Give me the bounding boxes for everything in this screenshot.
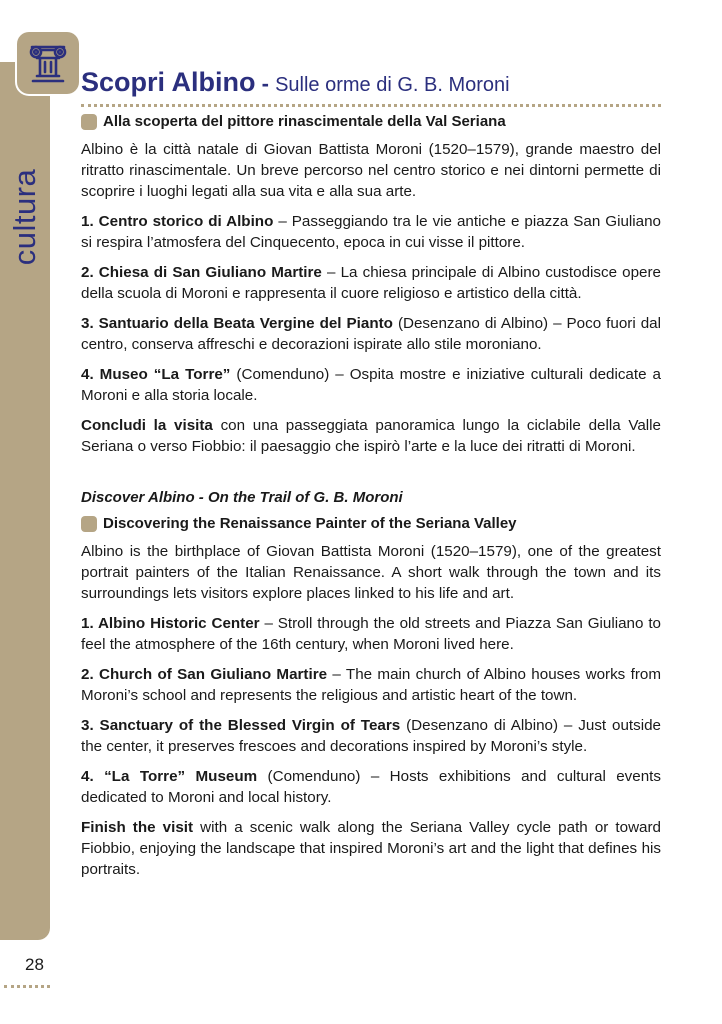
item-title: 4. “La Torre” Museum (81, 768, 258, 785)
item-text: – Passeggiando tra le vie antiche e piazza San Giuliano si respira l’atmosfera del Cinquecento, epoca in cui visse il pittore. (81, 213, 661, 251)
list-item (81, 766, 661, 808)
closing-paragraph-en (81, 817, 661, 880)
title-main: Scopri Albino (81, 67, 256, 97)
category-icon-badge (17, 32, 79, 94)
page-number: 28 (25, 955, 44, 974)
list-item (81, 211, 661, 253)
closing-lead: Finish the visit (81, 819, 194, 836)
ionic-column-icon (27, 41, 69, 85)
item-title: 2. Chiesa di San Giuliano Martire (81, 264, 322, 281)
closing-text: con una passeggiata panoramica lungo la ciclabile della Valle Seriana o verso Fiobbio: il paesaggio che ispirò l’arte e la luce dei ritratti di Moroni. (81, 417, 661, 455)
list-item (81, 313, 661, 355)
item-text: – The main church of Albino houses works from Moroni’s school and represents the religious and artistic heart of the town. (81, 666, 661, 704)
category-sidebar (0, 62, 50, 940)
item-text: (Desenzano di Albino) – Poco fuori dal centro, conserva affreschi e decorazioni ispirate allo stile moroniano. (81, 315, 661, 353)
section-heading-text: Alla scoperta del pittore rinascimentale della Val Seriana (103, 113, 506, 130)
item-title: 1. Albino Historic Center (81, 615, 260, 632)
category-label (4, 162, 46, 272)
category-label-text: cultura (7, 168, 42, 266)
section-heading-en (81, 513, 661, 535)
item-text: – Stroll through the old streets and Piazza San Giuliano to feel the atmosphere of the 16th century, when Moroni lived here. (81, 615, 661, 653)
item-title: 2. Church of San Giuliano Martire (81, 666, 328, 683)
list-item (81, 613, 661, 655)
list-item (81, 664, 661, 706)
list-item (81, 262, 661, 304)
section-heading-text: Discovering the Renaissance Painter of the Seriana Valley (103, 515, 517, 532)
intro-paragraph-en: Albino is the birthplace of Giovan Battista Moroni (1520–1579), one of the greatest portrait painters of the Italian Renaissance. A short walk through the town and its surroundings lets visitors explore places linked to his life and art. (81, 543, 661, 602)
closing-lead: Concludi la visita (81, 417, 213, 434)
closing-paragraph-it (81, 415, 661, 457)
item-title: 4. Museo “La Torre” (81, 366, 231, 383)
list-item (81, 715, 661, 757)
title-separator: - (255, 71, 276, 96)
list-item (81, 364, 661, 406)
item-text: (Comenduno) – Hosts exhibitions and cultural events dedicated to Moroni and local history. (81, 768, 661, 806)
item-text: (Comenduno) – Ospita mostre e iniziative culturali dedicate a Moroni e alla storia locale. (81, 366, 662, 404)
item-title: 3. Sanctuary of the Blessed Virgin of Tears (81, 717, 401, 734)
bullet-square-icon (81, 114, 97, 130)
item-text: – La chiesa principale di Albino custodisce opere della scuola di Moroni e rappresenta il cuore religioso e artistico della città. (81, 264, 662, 302)
title-dotted-divider (81, 104, 661, 107)
item-title: 3. Santuario della Beata Vergine del Pianto (81, 315, 393, 332)
title-subtitle: Sulle orme di G. B. Moroni (275, 74, 510, 96)
page-title (81, 66, 661, 101)
intro-paragraph-it: Albino è la città natale di Giovan Battista Moroni (1520–1579), grande maestro del ritratto rinascimentale. Un breve percorso nel centro storico e nei dintorni permette di scoprire i luoghi legati alla sua vita e alla sua arte. (81, 141, 661, 200)
article (81, 66, 661, 889)
item-text: (Desenzano di Albino) – Just outside the center, it preserves frescoes and decorations inspired by Moroni’s style. (81, 717, 661, 755)
closing-text: with a scenic walk along the Seriana Valley cycle path or toward Fiobbio, enjoying the landscape that inspired Moroni’s art and the light that defines his portraits. (81, 819, 661, 878)
bullet-square-icon (81, 516, 97, 532)
english-title: Discover Albino - On the Trail of G. B. Moroni (81, 489, 403, 506)
page-number-divider (4, 985, 50, 988)
section-heading-it (81, 111, 661, 133)
item-title: 1. Centro storico di Albino (81, 213, 274, 230)
